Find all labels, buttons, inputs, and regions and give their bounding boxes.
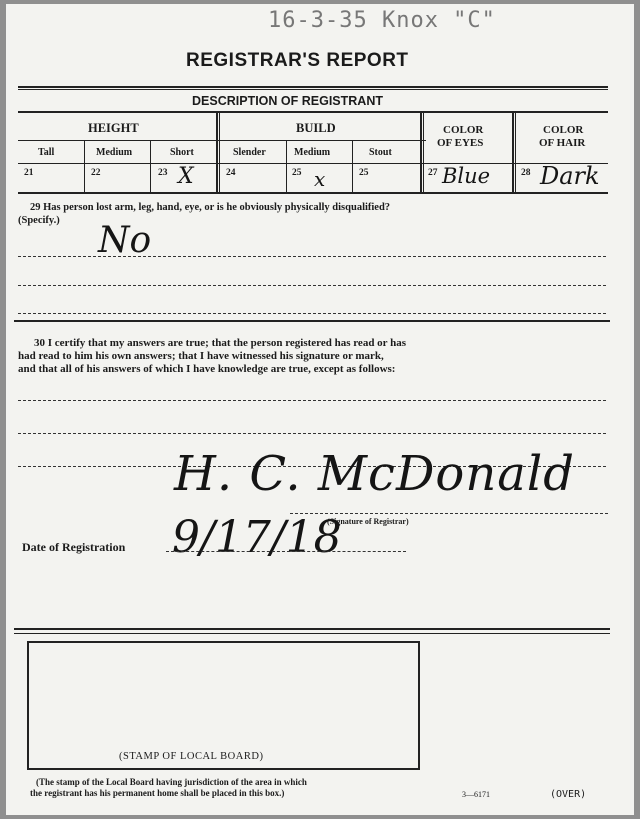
col-short: Short: [170, 147, 194, 158]
divider: [286, 140, 287, 192]
question-29: 29 Has person lost arm, leg, hand, eye, or is he obviously physically disqualified?: [30, 202, 391, 213]
question-30-line-1: 30 I certify that my answers are true; that the person registered has read or has: [34, 337, 407, 349]
cell-24: 24: [226, 168, 236, 178]
form-number: 3—6171: [462, 790, 490, 799]
rule: [14, 633, 610, 634]
short-checkmark: X: [178, 164, 194, 189]
rule: [18, 192, 608, 194]
answer-line: [18, 285, 606, 286]
build-header: BUILD: [296, 121, 336, 135]
medium-build-checkmark: x: [314, 167, 326, 191]
cell-21: 21: [24, 168, 34, 178]
question-29-specify: (Specify.): [18, 215, 60, 226]
hair-header-1: COLOR: [543, 124, 584, 136]
stamp-note-1: (The stamp of the Local Board having jurisdiction of the area in which: [36, 777, 307, 787]
rule: [14, 628, 610, 630]
signature-caption: (Signature of Registrar): [327, 517, 409, 526]
answer-line: [18, 400, 606, 401]
eye-color-value: Blue: [442, 164, 491, 188]
rule: [18, 140, 426, 141]
stamp-note-2: the registrant has his permanent home shall be placed in this box.): [30, 788, 285, 798]
divider: [84, 140, 85, 192]
stamp-box-label: (STAMP OF LOCAL BOARD): [119, 751, 264, 762]
serial-stamp: 16-3-35 Knox "C": [268, 8, 496, 33]
registrar-signature: H. C. McDonald: [174, 446, 575, 502]
question-30-line-3: and that all of his answers of which I have knowledge are true, except as follows:: [18, 363, 396, 375]
answer-line: [18, 256, 606, 257]
registration-date: 9/17/18: [172, 512, 342, 563]
disqualification-answer: No: [98, 220, 152, 261]
col-medium: Medium: [96, 147, 133, 158]
eyes-header-1: COLOR: [443, 124, 484, 136]
col-slender: Slender: [233, 147, 266, 158]
hair-header-2: OF HAIR: [539, 137, 586, 149]
eyes-header-2: OF EYES: [437, 137, 484, 149]
rule: [18, 163, 608, 164]
cell-22: 22: [91, 168, 101, 178]
date-label: Date of Registration: [22, 540, 126, 554]
answer-line: [18, 313, 606, 314]
over-indicator: (OVER): [550, 789, 587, 800]
section-heading: DESCRIPTION OF REGISTRANT: [192, 94, 383, 108]
cell-25: 25: [292, 168, 302, 178]
col-tall: Tall: [38, 147, 55, 158]
divider: [423, 113, 424, 192]
divider: [150, 140, 151, 192]
answer-line: [18, 433, 606, 434]
page-title: REGISTRAR'S REPORT: [186, 50, 409, 71]
height-header: HEIGHT: [88, 121, 139, 135]
divider: [420, 113, 422, 192]
cell-23: 23: [158, 168, 168, 178]
divider: [512, 113, 514, 192]
col-build-medium: Medium: [294, 147, 331, 158]
divider: [219, 113, 220, 192]
cell-27: 27: [428, 168, 438, 178]
rule: [18, 89, 608, 90]
col-stout: Stout: [369, 147, 392, 158]
date-line: [166, 551, 406, 552]
cell-26: 25: [359, 168, 369, 178]
divider: [515, 113, 516, 192]
question-30-line-2: had read to him his own answers; that I have witnessed his signature or mark,: [18, 350, 384, 362]
rule: [18, 111, 608, 113]
divider: [216, 113, 218, 192]
hair-color-value: Dark: [540, 162, 600, 190]
rule: [14, 320, 610, 322]
cell-28: 28: [521, 168, 531, 178]
divider: [352, 140, 353, 192]
rule: [18, 86, 608, 88]
